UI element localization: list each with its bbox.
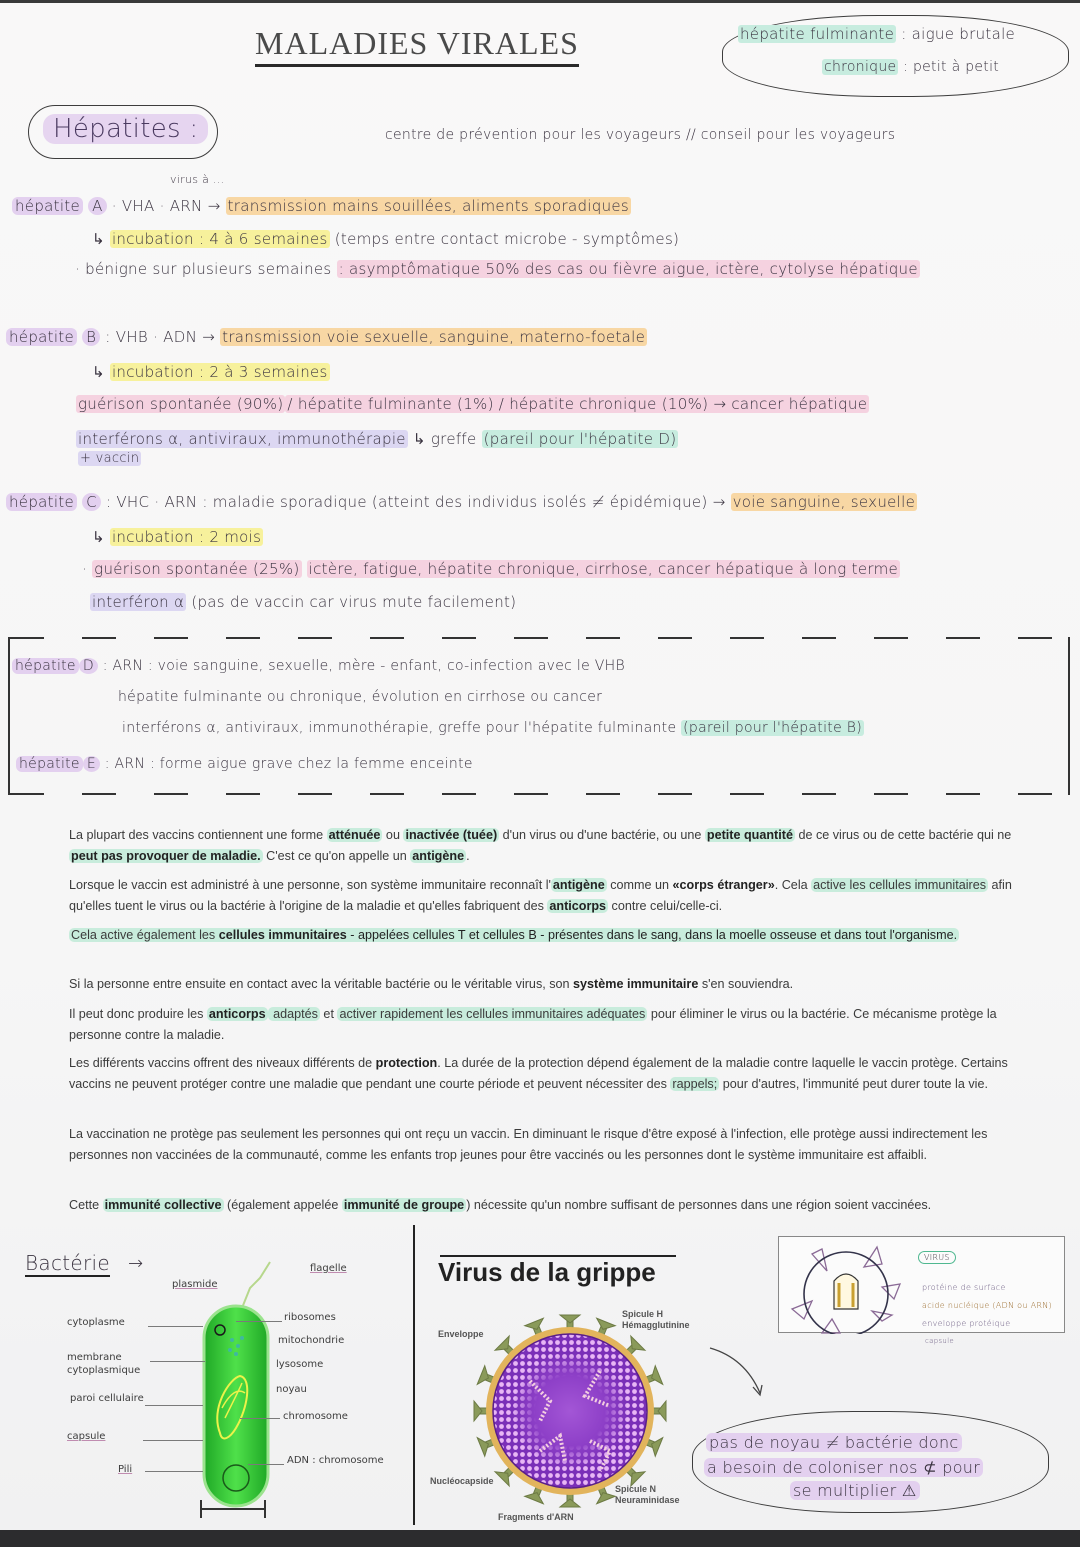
hep-c-letter: C <box>82 493 101 511</box>
definition-line-2 <box>822 59 999 75</box>
hep-d-line-1 <box>12 658 625 674</box>
hep-b-line-3 <box>76 395 869 413</box>
flu-title: Virus de la grippe <box>438 1257 656 1287</box>
hep-d-letter: D <box>79 658 98 674</box>
vaccine-paragraph-7: La vaccination ne protège pas seulement les personnes qui ont reçu un vaccin. En diminuant le risque d'être exposé à l'infection, elle protège aussi indirectement les personnes non vaccinées de la communauté, comme les enfants trop jeunes pour être vaccinés ou les personnes dont le système immunitaire est affaibli. <box>69 1127 988 1162</box>
vaccine-paragraph-1: La plupart des vaccins contiennent une forme atténuée ou inactivée (tuée) d'un virus ou d'une bactérie, ou une petite quantité de ce virus ou de cette bactérie qui ne peut pas provoquer de maladie. C'est ce qu'on appelle un antigène . <box>69 828 1012 863</box>
label-enveloppe: Enveloppe <box>438 1329 484 1339</box>
column-divider <box>413 1225 415 1525</box>
label-spicule-h: Spicule H Hémagglutinine <box>622 1309 690 1330</box>
virus-note-line-3: se multiplier ⚠ <box>790 1481 920 1500</box>
hep-c-line-1 <box>6 493 917 511</box>
legend-enveloppe: enveloppe protéique <box>922 1319 1011 1328</box>
term-chronique: chronique <box>824 59 897 75</box>
hep-a-line-1 <box>12 197 631 215</box>
label-mitochondrie: mitochondrie <box>278 1335 345 1346</box>
section-heading: Hépatites : <box>43 114 208 144</box>
hep-e-line-1 <box>16 756 473 772</box>
scale-bar <box>198 1498 268 1522</box>
hep-e-letter: E <box>83 756 100 772</box>
hep-c-label: hépatite <box>6 493 77 511</box>
hep-a-label: hépatite <box>12 197 83 215</box>
hep-d-note: (pareil pour l'hépatite B) <box>683 720 862 736</box>
hep-b-graft: greffe <box>430 430 477 448</box>
legend-proteine: protéine de surface <box>922 1283 1006 1292</box>
hep-b-letter: B <box>82 328 100 346</box>
arrow-icon: ↳ <box>92 230 105 248</box>
bacteria-title: Bactérie <box>25 1251 110 1275</box>
hep-c-code: : VHC · ARN : maladie sporadique (atteint des individus isolés ≠ épidémique) → <box>105 493 726 511</box>
virus-cloud-label: VIRUS <box>918 1251 956 1264</box>
legend-acide-nucleique: acide nucléique (ADN ou ARN) <box>922 1301 1052 1310</box>
label-noyau: noyau <box>276 1384 307 1395</box>
label-lysosome: lysosome <box>276 1359 324 1370</box>
flu-virus-illustration <box>470 1311 670 1511</box>
virus-note-line-1: pas de noyau ≠ bactérie donc <box>706 1433 962 1452</box>
hep-a-incubation: incubation : 4 à 6 semaines <box>111 230 328 248</box>
vaccine-paragraph-5: Il peut donc produire les anticorps adaptés et activer rapidement les cellules immunitaires adéquates pour éliminer le virus ou la bactérie. Ce mécanisme protège la personne contre la maladie. <box>69 1007 997 1042</box>
hep-d-line-2: hépatite fulminante ou chronique, évolution en cirrhose ou cancer <box>118 689 603 705</box>
hep-d-label: hépatite <box>12 658 79 674</box>
label-paroi: paroi cellulaire <box>70 1393 144 1404</box>
hep-e-text: : ARN : forme aigue grave chez la femme enceinte <box>104 756 473 772</box>
hep-c-treatment: interféron α <box>92 593 185 611</box>
hep-a-bullet: · bénigne sur plusieurs semaines <box>75 260 332 278</box>
hep-c-line-4 <box>90 593 516 611</box>
vaccine-paragraph-2: Lorsque le vaccin est administré à une personne, son système immunitaire reconnaît l' antigène comme un «corps étranger». Cela active les cellules immunitaires afin qu'elles tuent le virus ou la bactérie à l'origine de la maladie et qu'elles fabriquent des anticorps contre celui/celle-ci. <box>69 878 1012 913</box>
hep-b-line-2 <box>92 363 330 381</box>
hep-a-transmission: transmission mains souillées, aliments sporadiques <box>227 197 630 215</box>
page-title: MALADIES VIRALES <box>255 25 579 67</box>
def-chronique: : petit à petit <box>903 59 1000 75</box>
travel-note: centre de prévention pour les voyageurs // conseil pour les voyageurs <box>385 127 896 143</box>
label-ribosomes: ribosomes <box>284 1312 336 1323</box>
hep-a-line-3 <box>75 260 920 278</box>
arrow-icon: ↳ <box>92 363 105 381</box>
label-plasmide: plasmide <box>172 1279 218 1290</box>
term-fulminante: hépatite fulminante <box>740 25 895 43</box>
hep-c-incubation: incubation : 2 mois <box>111 528 262 546</box>
virus-note: virus à ... <box>170 173 225 186</box>
label-capsule: capsule <box>67 1431 106 1442</box>
curved-arrow-icon <box>705 1343 765 1403</box>
hep-b-treatment: interférons α, antiviraux, immunothérapie <box>78 430 406 448</box>
vaccine-paragraph-4: Si la personne entre ensuite en contact avec la véritable bactérie ou le véritable virus, son système immunitaire s'en souviendra. <box>69 977 794 991</box>
hep-b-incubation: incubation : 2 à 3 semaines <box>111 363 328 381</box>
arrow-icon: ↳ <box>412 430 426 448</box>
hep-b-code: : VHB · ADN → <box>105 328 216 346</box>
hep-e-label: hépatite <box>16 756 83 772</box>
label-membrane: membrane cytoplasmique <box>67 1352 141 1376</box>
arrow-icon: ↳ <box>92 528 105 546</box>
def-fulminante: : aigue brutale <box>901 25 1016 43</box>
hep-b-graft-note: (pareil pour l'hépatite D) <box>483 430 677 448</box>
label-flagelle: flagelle <box>310 1263 347 1274</box>
hep-b-label: hépatite <box>6 328 77 346</box>
hep-a-symptoms: : asymptômatique 50% des cas ou fièvre aigue, ictère, cytolyse hépatique <box>338 260 918 278</box>
hep-b-outcome-2: / hépatite fulminante (1%) / hépatite chronique (10%) → cancer hépatique <box>287 395 868 413</box>
hep-b-line-1 <box>6 328 647 346</box>
hep-b-vaccine: + vaccin <box>80 451 140 466</box>
label-chromosome: chromosome <box>283 1411 348 1422</box>
label-cytoplasme: cytoplasme <box>67 1317 125 1328</box>
hep-c-line-3: · guérison spontanée (25%) ictère, fatigue, hépatite chronique, cirrhose, cancer hépatique à long terme <box>82 560 899 578</box>
hep-b-outcome-1: guérison spontanée (90%) <box>78 395 284 413</box>
hep-c-line-2 <box>92 528 263 546</box>
section-heading-cloud <box>28 105 218 159</box>
hep-c-outcome: guérison spontanée (25%) <box>94 560 300 578</box>
vaccine-paragraph-8: Cette immunité collective (également appelée immunité de groupe ) nécessite qu'un nombre suffisant de personnes dans une région soient vaccinées. <box>69 1198 932 1212</box>
hep-d-text-1: : ARN : voie sanguine, sexuelle, mère - enfant, co-infection avec le VHB <box>102 658 625 674</box>
virus-note-line-2: a besoin de coloniser nos ⊄ pour <box>704 1458 983 1477</box>
hep-b-line-4 <box>76 430 678 448</box>
label-pili: Pili <box>118 1464 133 1475</box>
label-fragments-arn: Fragments d'ARN <box>498 1512 574 1522</box>
hep-a-line-2 <box>92 230 679 248</box>
hep-a-letter: A <box>88 197 107 215</box>
vaccine-paragraph-3: Cela active également les cellules immunitaires - appelées cellules T et cellules B - présentes dans le sang, dans la moelle osseuse et dans tout l'organisme. <box>71 928 958 942</box>
label-adn: ADN : chromosome <box>287 1455 384 1466</box>
hep-c-transmission: voie sanguine, sexuelle <box>732 493 916 511</box>
hep-a-code: · VHA · ARN → <box>111 197 221 215</box>
virus-sketch <box>782 1239 912 1334</box>
hep-d-line-3 <box>122 720 864 736</box>
hep-a-incubation-note: (temps entre contact microbe - symptômes) <box>334 230 680 248</box>
legend-capsule: capsule <box>925 1337 955 1345</box>
vaccine-paragraph-6: Les différents vaccins offrent des niveaux différents de protection. La durée de la protection dépend également de la maladie contre laquelle le vaccin protège. Certains vaccins ne peuvent protéger contre une maladie que pendant une courte période et peuvent nécessiter des rappels; pour d'autres, l'immunité peut durer toute la vie. <box>69 1056 1008 1091</box>
hep-b-line-5 <box>78 451 141 466</box>
hep-b-transmission: transmission voie sexuelle, sanguine, materno-foetale <box>222 328 646 346</box>
label-spicule-n: Spicule N Neuraminidase <box>615 1484 680 1505</box>
hep-d-text-3: interférons α, antiviraux, immunothérapie, greffe pour l'hépatite fulminante <box>122 720 677 736</box>
label-nucleocapside: Nucléocapside <box>430 1476 494 1486</box>
hep-c-symptoms: ictère, fatigue, hépatite chronique, cirrhose, cancer hépatique à long terme <box>308 560 899 578</box>
definition-line-1 <box>738 25 1015 43</box>
arrow-right-icon: → <box>128 1253 144 1274</box>
hep-c-treatment-note: (pas de vaccin car virus mute facilement) <box>191 593 517 611</box>
